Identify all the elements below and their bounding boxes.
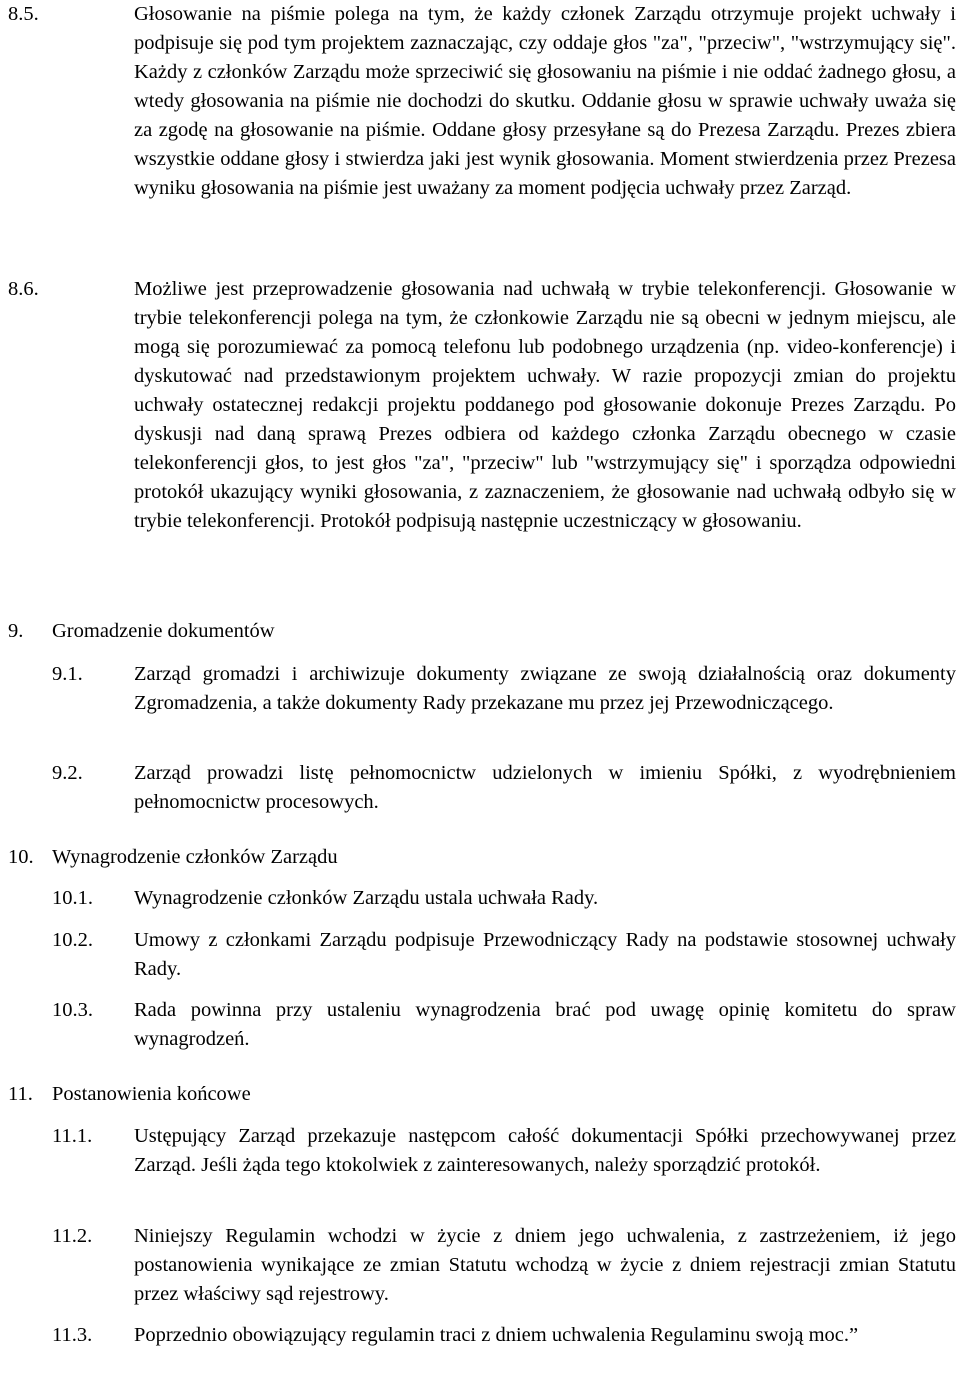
- paragraph-number: 11.3.: [52, 1324, 93, 1346]
- section-number: 10.: [8, 846, 34, 868]
- paragraph-number: 9.2.: [52, 762, 83, 784]
- paragraph-text: Niniejszy Regulamin wchodzi w życie z dniem jego uchwalenia, z zastrzeżeniem, iż jego postanowienia wynikające ze zmian Statutu wchodzą w życie z dniem rejestracji zmian Statutu przez właściwy sąd rejestrowy.: [134, 1225, 956, 1305]
- paragraph-text: Zarząd prowadzi listę pełnomocnictw udzielonych w imieniu Spółki, z wyodrębnieniem pełnomocnictw procesowych.: [134, 762, 956, 813]
- paragraph-11-3: [0, 1321, 960, 1350]
- paragraph-10-2: [0, 926, 960, 984]
- section-title: Wynagrodzenie członków Zarządu: [52, 846, 338, 868]
- paragraph-10-1: [0, 884, 960, 913]
- paragraph-text: Poprzednio obowiązujący regulamin traci z dniem uchwalenia Regulaminu swoją moc.”: [134, 1324, 859, 1346]
- section-title: Gromadzenie dokumentów: [52, 620, 275, 642]
- paragraph-11-1: [0, 1122, 960, 1180]
- paragraph-text: Głosowanie na piśmie polega na tym, że każdy członek Zarządu otrzymuje projekt uchwały i podpisuje się pod tym projektem zaznaczając, czy oddaje głos "za", "przeciw", "wstrzymujący się". Każdy z członków Zarządu może sprzeciwić się głosowaniu na piśmie i nie oddać żadnego głosu, a wtedy głosowania na piśmie nie dochodzi do skutku. Oddanie głosu w sprawie uchwały uważa się za zgodę na głosowanie na piśmie. Oddane głosy przesyłane są do Prezesa Zarządu. Prezes zbiera wszystkie oddane głosy i stwierdza jaki jest wynik głosowania. Moment stwierdzenia przez Prezesa wyniku głosowania na piśmie jest uważany za moment podjęcia uchwały przez Zarząd.: [134, 3, 956, 199]
- section-number: 11.: [8, 1083, 33, 1105]
- section-title: Postanowienia końcowe: [52, 1083, 251, 1105]
- paragraph-text: Zarząd gromadzi i archiwizuje dokumenty związane ze swoją działalnością oraz dokumenty Zgromadzenia, a także dokumenty Rady przekazane mu przez jej Przewodniczącego.: [134, 663, 956, 714]
- paragraph-number: 10.1.: [52, 887, 93, 909]
- section-number: 9.: [8, 620, 24, 642]
- paragraph-number: 11.1.: [52, 1125, 93, 1147]
- paragraph-number: 8.6.: [8, 278, 39, 300]
- paragraph-10-3: [0, 996, 960, 1054]
- paragraph-8-6: [0, 275, 960, 536]
- paragraph-11-2: [0, 1222, 960, 1309]
- paragraph-number: 10.3.: [52, 999, 93, 1021]
- paragraph-text: Rada powinna przy ustaleniu wynagrodzenia brać pod uwagę opinię komitetu do spraw wynagrodzeń.: [134, 999, 956, 1050]
- paragraph-text: Wynagrodzenie członków Zarządu ustala uchwała Rady.: [134, 887, 599, 909]
- paragraph-number: 10.2.: [52, 929, 93, 951]
- paragraph-9-2: [0, 759, 960, 817]
- paragraph-text: Umowy z członkami Zarządu podpisuje Przewodniczący Rady na podstawie stosownej uchwały Rady.: [134, 929, 956, 980]
- paragraph-number: 11.2.: [52, 1225, 93, 1247]
- paragraph-9-1: [0, 660, 960, 718]
- paragraph-text: Ustępujący Zarząd przekazuje następcom całość dokumentacji Spółki przechowywanej przez Zarząd. Jeśli żąda tego ktokolwiek z zainteresowanych, należy sporządzić protokół.: [134, 1125, 956, 1176]
- paragraph-text: Możliwe jest przeprowadzenie głosowania nad uchwałą w trybie telekonferencji. Głosowanie w trybie telekonferencji polega na tym, że członkowie Zarządu nie są obecni w jednym miejscu, ale mogą się porozumiewać za pomocą telefonu lub podobnego urządzenia (np. video-konferencje) i dyskutować nad przedstawionym projektem uchwały. W razie propozycji zmian do projektu uchwały ostatecznej redakcji projektu poddanego pod głosowanie dokonuje Prezes Zarządu. Po dyskusji nad daną sprawą Prezes odbiera od każdego członka Zarządu obecnego w czasie telekonferencji głos, to jest głos "za", "przeciw" lub "wstrzymujący się" i sporządza odpowiedni protokół ukazujący wyniki głosowania, z zaznaczeniem, że głosowanie nad uchwałą odbyło się w trybie telekonferencji. Protokół podpisują następnie uczestniczący w głosowaniu.: [134, 278, 956, 532]
- paragraph-8-5: [0, 0, 960, 203]
- paragraph-number: 9.1.: [52, 663, 83, 685]
- paragraph-number: 8.5.: [8, 3, 39, 25]
